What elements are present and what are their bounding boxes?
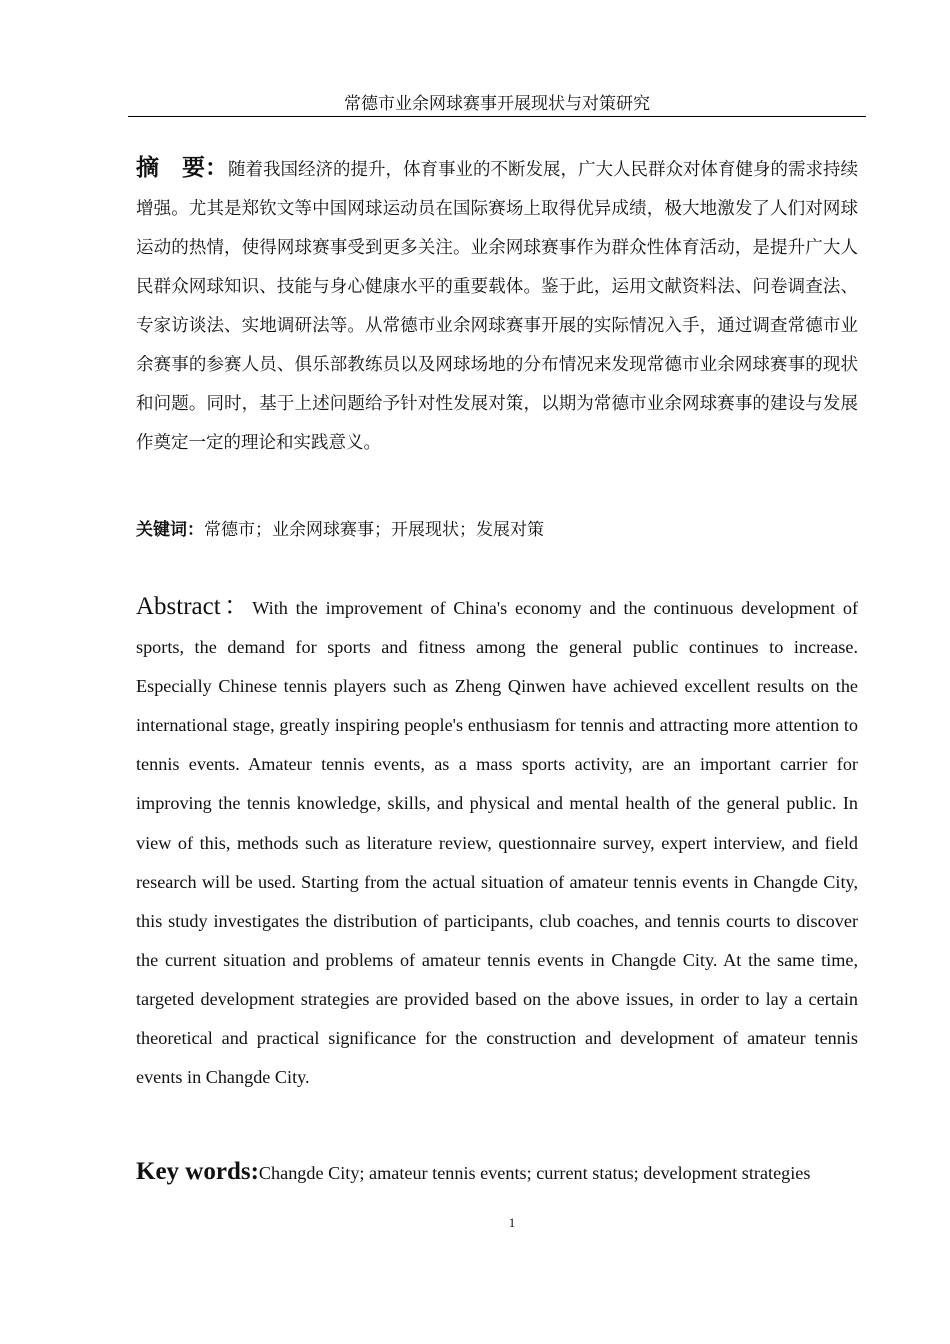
- abstract-english-label: Abstract：: [136, 593, 253, 620]
- running-header: [128, 92, 866, 117]
- keywords-english-text: Changde City; amateur tennis events; current status; development strategies: [258, 1163, 811, 1183]
- keywords-chinese: [136, 516, 858, 544]
- abstract-chinese: [136, 148, 858, 463]
- abstract-english: [136, 587, 858, 1097]
- abstract-chinese-label: 摘 要：: [136, 154, 228, 181]
- keywords-chinese-text: 常德市；业余网球赛事；开展现状；发展对策: [204, 520, 544, 540]
- abstract-chinese-text: 随着我国经济的提升，体育事业的不断发展，广大人民群众对体育健身的需求持续增强。尤其是郑钦文等中国网球运动员在国际赛场上取得优异成绩，极大地激发了人们对网球运动的热情，使得网球赛事受到更多关注。业余网球赛事作为群众性体育活动，是提升广大人民群众网球知识、技能与身心健康水平的重要载体。鉴于此，运用文献资料法、问卷调查法、专家访谈法、实地调研法等。从常德市业余网球赛事开展的实际情况入手，通过调查常德市业余赛事的参赛人员、俱乐部教练员以及网球场地的分布情况来发现常德市业余网球赛事的现状和问题。同时，基于上述问题给予针对性发展对策，以期为常德市业余网球赛事的建设与发展作奠定一定的理论和实践意义。: [136, 160, 858, 453]
- abstract-english-text: With the improvement of China's economy and the continuous development of sports, the demand for sports and fitness among the general public continues to increase. Especially Chinese tennis players such as Zheng Qinwen have achieved excellent results on the international stage, greatly inspiring people's enthusiasm for tennis and attracting more attention to tennis events. Amateur tennis events, as a mass sports activity, are an important carrier for improving the tennis knowledge, skills, and physical and mental health of the general public. In view of this, methods such as literature review, questionnaire survey, expert interview, and field research will be used. Starting from the actual situation of amateur tennis events in Changde City, this study investigates the distribution of participants, club coaches, and tennis courts to discover the current situation and problems of amateur tennis events in Changde City. At the same time, targeted development strategies are provided based on the above issues, in order to lay a certain theoretical and practical significance for the construction and development of amateur tennis events in Changde City.: [136, 598, 858, 1088]
- keywords-chinese-label: 关键词：: [136, 520, 204, 540]
- running-title: 常德市业余网球赛事开展现状与对策研究: [344, 94, 650, 114]
- page-number: 1: [508, 1215, 516, 1230]
- keywords-english-label: Key words:: [136, 1158, 259, 1185]
- keywords-english: [136, 1156, 858, 1189]
